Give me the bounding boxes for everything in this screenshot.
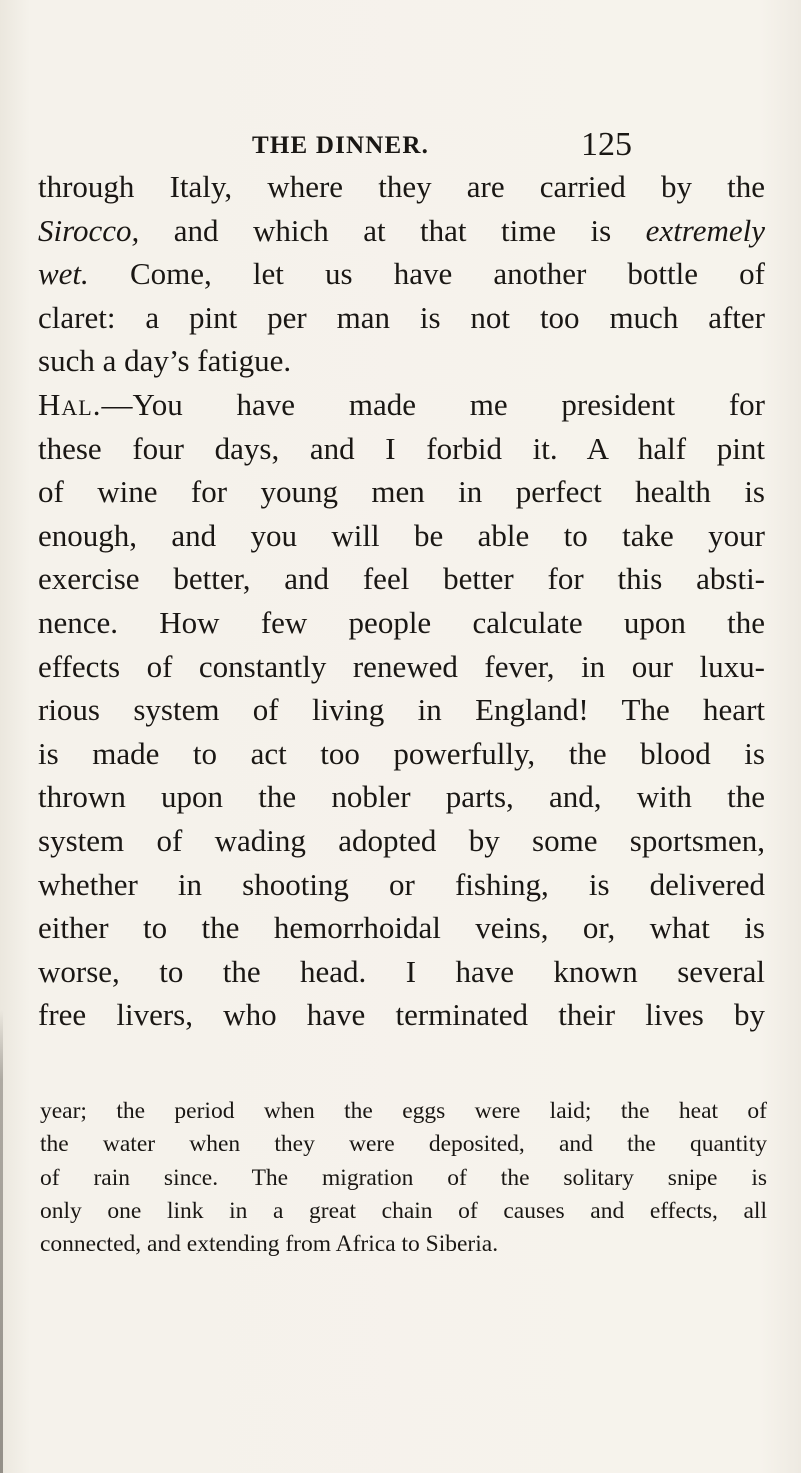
text-segment: claret: a pint per man is not too much after: [38, 299, 765, 335]
speaker-name: Hal.: [38, 386, 102, 422]
text-segment: enough, and you will be able to take your: [38, 517, 765, 553]
text-segment: either to the hemorrhoidal veins, or, what is: [38, 910, 765, 946]
text-segment: system of wading adopted by some sportsmen,: [38, 822, 765, 858]
gutter-shadow: [0, 1010, 3, 1473]
italic-text: extremely: [645, 212, 765, 248]
text-segment: Come, let us have another bottle of: [88, 256, 765, 292]
text-segment: thrown upon the nobler parts, and, with the: [38, 779, 765, 815]
text-line: [38, 863, 765, 907]
page-number: 125: [581, 126, 632, 163]
text-line: [38, 645, 765, 689]
running-head: [252, 126, 632, 170]
footnote-line: only one link in a great chain of causes and effects, all: [40, 1197, 767, 1224]
footnote-line: connected, and extending from Africa to Siberia.: [40, 1231, 499, 1258]
running-title: THE DINNER.: [252, 132, 430, 159]
text-line: [38, 470, 765, 514]
footnote-line: year; the period when the eggs were laid; the heat of: [40, 1098, 767, 1124]
italic-text: wet.: [38, 256, 89, 292]
text-line: [38, 209, 765, 253]
text-line: [38, 514, 765, 558]
text-line: [38, 732, 765, 776]
text-line: [38, 601, 765, 645]
footnote-line: the water when they were deposited, and the quantity: [40, 1131, 767, 1158]
text-line: [38, 819, 765, 863]
text-segment: whether in shooting or fishing, is delivered: [38, 866, 765, 902]
text-segment: rious system of living in England! The heart: [38, 692, 765, 728]
text-segment: of wine for young men in perfect health is: [38, 474, 765, 510]
footnote-line: of rain since. The migration of the solitary snipe is: [40, 1164, 767, 1191]
text-segment: and which at that time is: [139, 212, 646, 248]
text-line: [38, 427, 765, 471]
text-line: [38, 383, 765, 427]
text-segment: —You have made me president for: [101, 386, 765, 422]
text-line: [38, 775, 765, 819]
footnote: [40, 1095, 767, 1261]
text-line: [38, 906, 765, 950]
text-line: [38, 252, 765, 296]
text-line: [38, 165, 765, 209]
body-text: [38, 165, 765, 1037]
text-segment: effects of constantly renewed fever, in our luxu-: [38, 648, 765, 684]
text-line: [38, 688, 765, 732]
text-segment: through Italy, where they are carried by the: [38, 169, 765, 204]
text-segment: these four days, and I forbid it. A half pint: [38, 430, 765, 466]
text-segment: is made to act too powerfully, the blood is: [38, 735, 765, 771]
text-line: [38, 296, 765, 340]
text-segment: exercise better, and feel better for this absti-: [38, 561, 765, 597]
text-line: [38, 557, 765, 601]
italic-text: Sirocco,: [38, 212, 140, 248]
text-segment: nence. How few people calculate upon the: [38, 604, 765, 640]
text-segment: such a day’s fatigue.: [38, 343, 292, 379]
text-line: [38, 993, 765, 1037]
text-segment: worse, to the head. I have known several: [38, 953, 765, 989]
text-line: [38, 950, 765, 994]
text-segment: free livers, who have terminated their lives by: [38, 997, 765, 1033]
text-line: [38, 339, 765, 383]
